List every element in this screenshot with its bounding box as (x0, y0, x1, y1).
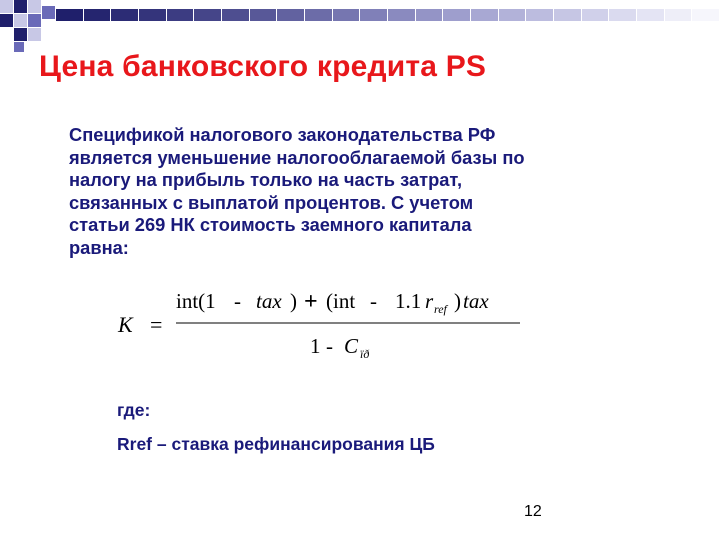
deco-square (14, 14, 27, 27)
legend-block (117, 393, 435, 461)
formula-num-int2: (int (326, 289, 356, 313)
deco-square (0, 0, 13, 13)
formula-num-coef: 1.1 (395, 289, 422, 313)
paragraph-line: равна: (69, 236, 129, 258)
formula-num-close1: ) (290, 289, 297, 313)
deco-square (14, 28, 27, 41)
page-number: 12 (524, 503, 542, 520)
deco-square (28, 0, 41, 13)
rref-definition: Rref – ставка рефинансирования ЦБ (117, 434, 435, 454)
formula-lhs: K (118, 312, 133, 337)
formula-num-tax1: tax (256, 289, 282, 313)
formula-num-plus: + (304, 289, 318, 315)
paragraph-line: Спецификой налогового законодательства РФ (69, 124, 496, 145)
formula-equals: = (150, 312, 163, 337)
deco-square (0, 14, 13, 27)
body-paragraph (69, 124, 689, 259)
deco-square (42, 6, 55, 19)
formula-num-int1: int(1 (176, 289, 216, 313)
cost-of-debt-formula (112, 278, 532, 378)
paragraph-line: статьи 269 НК стоимость заемного капитала (69, 214, 472, 235)
slide-title: Цена банковского кредита PS (39, 50, 487, 83)
paragraph-line: связанных с выплатой процентов. С учетом (69, 191, 474, 213)
deco-square (14, 42, 24, 52)
paragraph-line: является уменьшение налогооблагаемой базы по (69, 146, 525, 168)
formula-den-sub: ïð (360, 347, 370, 361)
formula-num-minus1: - (234, 289, 241, 313)
header-gradient-bar (56, 9, 720, 21)
formula-den-one: 1 (310, 334, 321, 358)
formula-den-minus: - (326, 334, 333, 358)
where-label: где: (117, 400, 151, 420)
formula-den-c: C (344, 334, 359, 358)
formula-num-ref: ref (434, 302, 447, 316)
deco-square (14, 0, 27, 13)
deco-square (28, 28, 41, 41)
formula-num-tax2: tax (463, 289, 489, 313)
formula-num-close2: ) (454, 289, 461, 313)
deco-square (28, 14, 41, 27)
paragraph-line: налогу на прибыль только на часть затрат, (69, 169, 463, 190)
formula-num-r: r (425, 289, 434, 313)
formula-num-minus2: - (370, 289, 377, 313)
